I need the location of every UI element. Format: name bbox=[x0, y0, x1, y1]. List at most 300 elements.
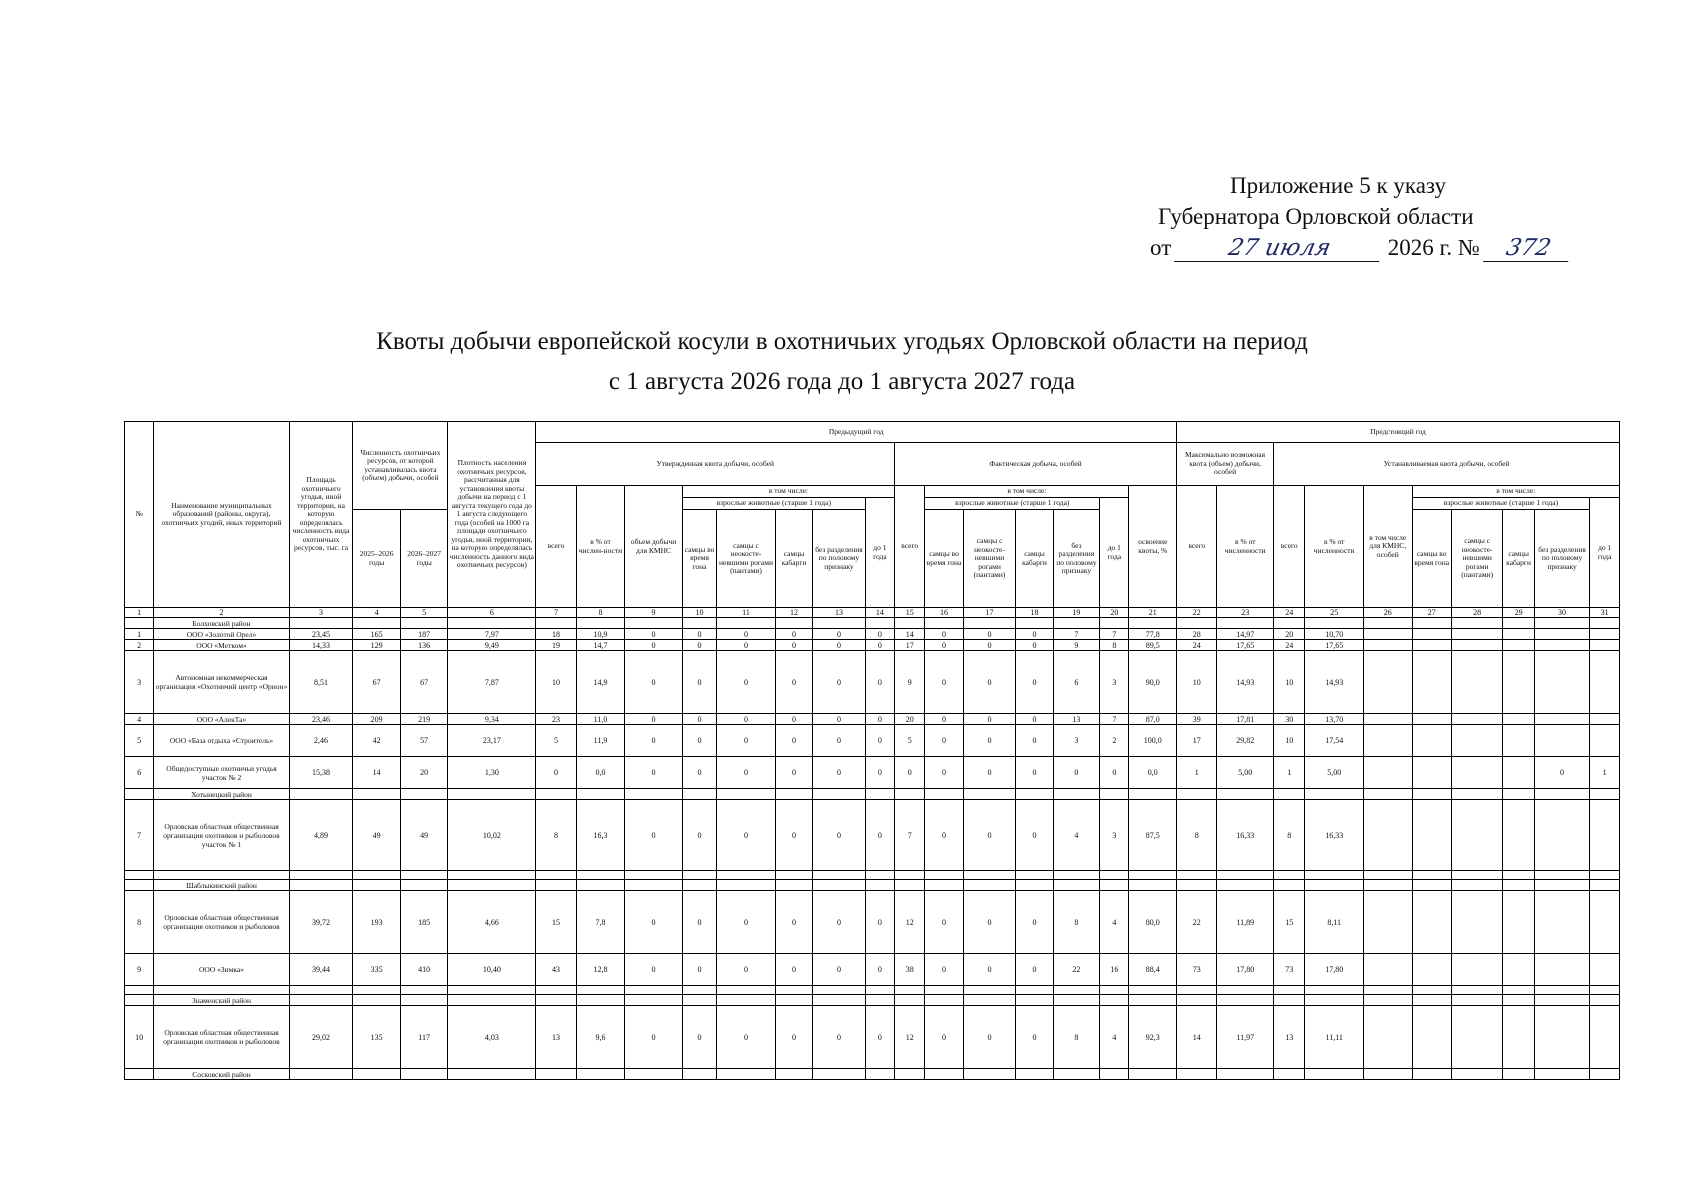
empty-cell bbox=[1412, 789, 1451, 800]
table-cell bbox=[1451, 725, 1503, 757]
header-set-males-antlers: самцы с неокосте-невшими рогами (пантами) bbox=[1451, 510, 1503, 608]
empty-cell bbox=[925, 880, 963, 891]
empty-cell bbox=[576, 995, 625, 1006]
table-cell: 0 bbox=[1016, 651, 1053, 714]
header-max-pct: в % от численности bbox=[1217, 486, 1274, 608]
empty-cell bbox=[1016, 871, 1053, 880]
header-actual-under-1: до 1 года bbox=[1100, 498, 1129, 608]
table-cell: 39 bbox=[1177, 714, 1217, 725]
empty-cell bbox=[448, 986, 536, 995]
empty-cell bbox=[1217, 789, 1274, 800]
empty-cell bbox=[625, 986, 683, 995]
empty-cell bbox=[717, 880, 776, 891]
empty-cell bbox=[289, 995, 353, 1006]
table-cell: 17,54 bbox=[1305, 725, 1364, 757]
empty-cell bbox=[1217, 880, 1274, 891]
column-number: 27 bbox=[1412, 608, 1451, 618]
table-cell: 0 bbox=[963, 714, 1016, 725]
row-number: 4 bbox=[125, 714, 154, 725]
table-cell: 0 bbox=[813, 725, 866, 757]
title-line-1: Квоты добычи европейской косули в охотничьих угодьях Орловской области на период bbox=[376, 328, 1308, 355]
table-cell: 87,0 bbox=[1129, 714, 1177, 725]
handwritten-number: 372 bbox=[1483, 235, 1574, 262]
table-row bbox=[125, 640, 1620, 651]
empty-cell bbox=[963, 1069, 1016, 1080]
table-cell bbox=[1451, 800, 1503, 871]
empty-cell bbox=[963, 618, 1016, 629]
table-cell: 23,17 bbox=[448, 725, 536, 757]
column-number: 5 bbox=[400, 608, 448, 618]
separator-row bbox=[125, 871, 1620, 880]
empty-cell bbox=[682, 880, 716, 891]
header-density: Плотность населения охотничьих ресурсов, рассчитанная для установления квоты добычи на период с 1 августа текущего года до 1 августа следующего года (особей на 1000 га площади охотничьего угодья, иной территории, на которую определялась численность данного вида охотничьих ресурсов) bbox=[448, 422, 536, 608]
empty-cell bbox=[1305, 995, 1364, 1006]
empty-cell bbox=[1053, 1069, 1099, 1080]
table-cell bbox=[1534, 725, 1590, 757]
empty-cell bbox=[925, 995, 963, 1006]
hunting-ground-name: Автономная некоммерческая организация «Охотничий центр «Орион» bbox=[154, 651, 289, 714]
table-cell: 0 bbox=[925, 725, 963, 757]
table-cell: 20 bbox=[1274, 629, 1305, 640]
table-cell bbox=[1412, 1006, 1451, 1069]
table-cell bbox=[1412, 629, 1451, 640]
empty-cell bbox=[1305, 871, 1364, 880]
table-cell: 4,66 bbox=[448, 891, 536, 954]
table-cell: 22 bbox=[1177, 891, 1217, 954]
empty-cell bbox=[1451, 986, 1503, 995]
empty-cell bbox=[1503, 995, 1534, 1006]
table-cell bbox=[1534, 629, 1590, 640]
empty-cell bbox=[1053, 995, 1099, 1006]
table-cell: 1 bbox=[1177, 757, 1217, 789]
district-no-cell bbox=[125, 880, 154, 891]
empty-cell bbox=[625, 1069, 683, 1080]
table-cell: 17,65 bbox=[1217, 640, 1274, 651]
table-cell: 0,0 bbox=[576, 757, 625, 789]
quota-table bbox=[124, 421, 1620, 1080]
handwritten-date: 27 июля bbox=[1174, 235, 1385, 262]
table-cell bbox=[1503, 725, 1534, 757]
table-cell: 92,3 bbox=[1129, 1006, 1177, 1069]
table-cell: 129 bbox=[353, 640, 401, 651]
table-cell: 0 bbox=[775, 640, 812, 651]
table-cell: 0 bbox=[775, 725, 812, 757]
header-approved-musk: самцы кабарги bbox=[775, 510, 812, 608]
table-cell: 0 bbox=[813, 651, 866, 714]
empty-cell bbox=[448, 871, 536, 880]
header-set-males-rut: самцы во время гона bbox=[1412, 510, 1451, 608]
table-cell: 7,97 bbox=[448, 629, 536, 640]
district-name: Знаменский район bbox=[154, 995, 289, 1006]
appendix-block bbox=[1150, 170, 1670, 263]
header-approved-pct: в % от числен-ности bbox=[576, 486, 625, 608]
empty-cell bbox=[1053, 618, 1099, 629]
table-cell: 16,33 bbox=[1305, 800, 1364, 871]
table-cell bbox=[1503, 714, 1534, 725]
table-cell: 14,7 bbox=[576, 640, 625, 651]
empty-cell bbox=[125, 871, 154, 880]
empty-cell bbox=[536, 995, 576, 1006]
empty-cell bbox=[625, 789, 683, 800]
empty-cell bbox=[963, 789, 1016, 800]
district-row bbox=[125, 995, 1620, 1006]
table-cell: 0 bbox=[625, 1006, 683, 1069]
empty-cell bbox=[1412, 995, 1451, 1006]
header-approved-under-1: до 1 года bbox=[865, 498, 894, 608]
table-cell: 0 bbox=[625, 954, 683, 986]
empty-cell bbox=[1534, 986, 1590, 995]
table-cell: 20 bbox=[895, 714, 925, 725]
empty-cell bbox=[865, 789, 894, 800]
table-row bbox=[125, 1006, 1620, 1069]
table-cell bbox=[1412, 714, 1451, 725]
table-cell: 7,87 bbox=[448, 651, 536, 714]
table-cell: 0 bbox=[717, 757, 776, 789]
table-cell: 14,93 bbox=[1217, 651, 1274, 714]
column-number: 18 bbox=[1016, 608, 1053, 618]
row-number: 5 bbox=[125, 725, 154, 757]
column-number: 25 bbox=[1305, 608, 1364, 618]
table-cell bbox=[1451, 640, 1503, 651]
header-approved-quota: Утвержденная квота добычи, особей bbox=[536, 443, 895, 486]
header-approved-total: всего bbox=[536, 486, 576, 608]
table-cell: 2,46 bbox=[289, 725, 353, 757]
empty-cell bbox=[682, 871, 716, 880]
empty-cell bbox=[865, 986, 894, 995]
empty-cell bbox=[1590, 986, 1620, 995]
empty-cell bbox=[1590, 871, 1620, 880]
empty-cell bbox=[1503, 871, 1534, 880]
empty-cell bbox=[1364, 995, 1413, 1006]
district-row bbox=[125, 1069, 1620, 1080]
empty-cell bbox=[813, 871, 866, 880]
table-cell bbox=[1364, 891, 1413, 954]
table-cell: 22 bbox=[1053, 954, 1099, 986]
table-cell: 0 bbox=[1016, 954, 1053, 986]
district-row bbox=[125, 789, 1620, 800]
empty-cell bbox=[1129, 1069, 1177, 1080]
empty-cell bbox=[775, 880, 812, 891]
empty-cell bbox=[963, 871, 1016, 880]
table-cell: 0 bbox=[775, 800, 812, 871]
empty-cell bbox=[1177, 1069, 1217, 1080]
table-cell: 3 bbox=[1100, 651, 1129, 714]
table-cell bbox=[1590, 1006, 1620, 1069]
empty-cell bbox=[1016, 618, 1053, 629]
header-actual-total: всего bbox=[895, 486, 925, 608]
table-cell bbox=[1503, 640, 1534, 651]
empty-cell bbox=[1364, 789, 1413, 800]
header-count-2025: 2025–2026 годы bbox=[353, 510, 401, 608]
empty-cell bbox=[400, 995, 448, 1006]
table-cell bbox=[1451, 891, 1503, 954]
quota-body bbox=[125, 608, 1620, 1080]
empty-cell bbox=[400, 1069, 448, 1080]
table-cell bbox=[1364, 640, 1413, 651]
appendix-line-3 bbox=[1150, 232, 1670, 263]
table-cell: 0 bbox=[813, 891, 866, 954]
table-cell: 0 bbox=[1053, 757, 1099, 789]
table-cell: 0 bbox=[625, 651, 683, 714]
table-cell: 9 bbox=[1053, 640, 1099, 651]
table-cell: 8 bbox=[1053, 1006, 1099, 1069]
table-cell: 0 bbox=[1016, 1006, 1053, 1069]
table-cell: 0 bbox=[717, 640, 776, 651]
empty-cell bbox=[154, 871, 289, 880]
empty-cell bbox=[1100, 789, 1129, 800]
empty-cell bbox=[353, 986, 401, 995]
empty-cell bbox=[775, 789, 812, 800]
table-cell: 0 bbox=[925, 629, 963, 640]
table-cell bbox=[1412, 725, 1451, 757]
column-number: 23 bbox=[1217, 608, 1274, 618]
table-cell: 1 bbox=[1274, 757, 1305, 789]
empty-cell bbox=[717, 871, 776, 880]
table-cell: 0 bbox=[963, 651, 1016, 714]
header-actual-males-rut: самцы во время гона bbox=[925, 510, 963, 608]
empty-cell bbox=[1590, 1069, 1620, 1080]
table-cell: 14,97 bbox=[1217, 629, 1274, 640]
empty-cell bbox=[1129, 789, 1177, 800]
empty-cell bbox=[813, 618, 866, 629]
empty-cell bbox=[536, 871, 576, 880]
table-cell: 12 bbox=[895, 1006, 925, 1069]
column-number-row bbox=[125, 608, 1620, 618]
column-number: 28 bbox=[1451, 608, 1503, 618]
table-cell: 4,89 bbox=[289, 800, 353, 871]
table-cell: 11,0 bbox=[576, 714, 625, 725]
row-number: 3 bbox=[125, 651, 154, 714]
empty-cell bbox=[1129, 986, 1177, 995]
table-cell: 0 bbox=[963, 800, 1016, 871]
table-cell bbox=[1503, 891, 1534, 954]
empty-cell bbox=[536, 986, 576, 995]
table-cell: 0 bbox=[682, 800, 716, 871]
empty-cell bbox=[925, 1069, 963, 1080]
empty-cell bbox=[1534, 871, 1590, 880]
table-cell: 0 bbox=[895, 757, 925, 789]
table-cell: 80,0 bbox=[1129, 891, 1177, 954]
table-cell: 0 bbox=[865, 725, 894, 757]
empty-cell bbox=[448, 1069, 536, 1080]
header-count-2026: 2026–2027 годы bbox=[400, 510, 448, 608]
table-cell: 0 bbox=[717, 629, 776, 640]
empty-cell bbox=[625, 871, 683, 880]
empty-cell bbox=[682, 995, 716, 1006]
table-cell: 187 bbox=[400, 629, 448, 640]
table-cell bbox=[1590, 891, 1620, 954]
empty-cell bbox=[536, 789, 576, 800]
table-cell bbox=[1412, 891, 1451, 954]
table-cell: 136 bbox=[400, 640, 448, 651]
header-approved-adults: взрослые животные (старше 1 года) bbox=[682, 498, 865, 510]
empty-cell bbox=[289, 1069, 353, 1080]
table-cell: 7 bbox=[1100, 629, 1129, 640]
empty-cell bbox=[865, 618, 894, 629]
table-cell: 67 bbox=[353, 651, 401, 714]
table-cell: 4,03 bbox=[448, 1006, 536, 1069]
title-line-2: с 1 августа 2026 года до 1 августа 2027 года bbox=[608, 368, 1076, 395]
hunting-ground-name: Орловская областная общественная организация охотников и рыболовов bbox=[154, 1006, 289, 1069]
table-cell bbox=[1590, 725, 1620, 757]
table-cell: 0 bbox=[925, 757, 963, 789]
empty-cell bbox=[1177, 789, 1217, 800]
empty-cell bbox=[1129, 618, 1177, 629]
table-cell: 0 bbox=[775, 757, 812, 789]
appendix-year: 2026 г. № bbox=[1387, 235, 1480, 260]
empty-cell bbox=[813, 986, 866, 995]
empty-cell bbox=[775, 1069, 812, 1080]
table-cell: 0 bbox=[682, 757, 716, 789]
empty-cell bbox=[717, 789, 776, 800]
district-no-cell bbox=[125, 789, 154, 800]
appendix-line-2: Губернатора Орловской области bbox=[1158, 204, 1474, 229]
table-cell bbox=[1590, 954, 1620, 986]
hunting-ground-name: Орловская областная общественная организация охотников и рыболовов участок № 1 bbox=[154, 800, 289, 871]
header-name: Наименование муниципальных образований (районы, округа), охотничьих угодий, иных территорий bbox=[154, 422, 289, 608]
table-cell: 0 bbox=[682, 891, 716, 954]
table-cell bbox=[1534, 1006, 1590, 1069]
table-cell: 0 bbox=[682, 640, 716, 651]
empty-cell bbox=[895, 871, 925, 880]
column-number: 17 bbox=[963, 608, 1016, 618]
table-cell bbox=[1590, 651, 1620, 714]
empty-cell bbox=[1451, 789, 1503, 800]
table-cell: 17,65 bbox=[1305, 640, 1364, 651]
empty-cell bbox=[353, 1069, 401, 1080]
table-cell: 0 bbox=[1016, 640, 1053, 651]
table-cell: 7 bbox=[1053, 629, 1099, 640]
table-cell: 0 bbox=[625, 640, 683, 651]
table-cell bbox=[1412, 640, 1451, 651]
header-set-total: всего bbox=[1274, 486, 1305, 608]
table-cell: 0 bbox=[682, 714, 716, 725]
table-cell bbox=[1364, 714, 1413, 725]
empty-cell bbox=[775, 995, 812, 1006]
table-cell: 117 bbox=[400, 1006, 448, 1069]
header-next-year: Предстоящий год bbox=[1177, 422, 1620, 443]
table-cell: 49 bbox=[400, 800, 448, 871]
empty-cell bbox=[1100, 871, 1129, 880]
empty-cell bbox=[289, 871, 353, 880]
column-number: 19 bbox=[1053, 608, 1099, 618]
table-cell: 0 bbox=[625, 757, 683, 789]
table-cell: 5 bbox=[536, 725, 576, 757]
table-cell bbox=[1451, 714, 1503, 725]
table-cell: 0 bbox=[1016, 725, 1053, 757]
table-cell: 0 bbox=[1016, 757, 1053, 789]
empty-cell bbox=[448, 995, 536, 1006]
table-cell: 11,11 bbox=[1305, 1006, 1364, 1069]
empty-cell bbox=[895, 986, 925, 995]
table-cell: 0 bbox=[682, 1006, 716, 1069]
table-cell: 10,40 bbox=[448, 954, 536, 986]
table-cell: 0 bbox=[1100, 757, 1129, 789]
table-cell bbox=[1451, 954, 1503, 986]
table-cell: 17 bbox=[895, 640, 925, 651]
empty-cell bbox=[1305, 1069, 1364, 1080]
empty-cell bbox=[1364, 618, 1413, 629]
table-cell: 0 bbox=[717, 725, 776, 757]
row-number: 9 bbox=[125, 954, 154, 986]
header-actual-harvest: Фактическая добыча, особей bbox=[895, 443, 1177, 486]
empty-cell bbox=[1305, 880, 1364, 891]
empty-cell bbox=[925, 789, 963, 800]
hunting-ground-name: Орловская областная общественная организация охотников и рыболовов bbox=[154, 891, 289, 954]
table-cell bbox=[1412, 954, 1451, 986]
table-cell: 0 bbox=[775, 954, 812, 986]
table-cell: 8 bbox=[1274, 800, 1305, 871]
column-number: 31 bbox=[1590, 608, 1620, 618]
empty-cell bbox=[1100, 880, 1129, 891]
table-cell bbox=[1412, 800, 1451, 871]
table-cell bbox=[1503, 954, 1534, 986]
table-cell: 5,00 bbox=[1217, 757, 1274, 789]
empty-cell bbox=[1177, 880, 1217, 891]
table-cell: 0 bbox=[865, 640, 894, 651]
table-cell bbox=[1364, 757, 1413, 789]
header-set-no-sex: без разделения по половому признаку bbox=[1534, 510, 1590, 608]
empty-cell bbox=[1177, 986, 1217, 995]
empty-cell bbox=[1016, 880, 1053, 891]
empty-cell bbox=[400, 986, 448, 995]
empty-cell bbox=[1274, 789, 1305, 800]
table-cell: 5,00 bbox=[1305, 757, 1364, 789]
table-cell: 28 bbox=[1177, 629, 1217, 640]
table-cell: 10 bbox=[1177, 651, 1217, 714]
table-cell: 0 bbox=[682, 629, 716, 640]
column-number: 24 bbox=[1274, 608, 1305, 618]
column-number: 6 bbox=[448, 608, 536, 618]
table-cell: 17,80 bbox=[1305, 954, 1364, 986]
table-cell: 0 bbox=[775, 1006, 812, 1069]
table-cell: 0 bbox=[717, 651, 776, 714]
table-cell: 77,8 bbox=[1129, 629, 1177, 640]
table-cell: 410 bbox=[400, 954, 448, 986]
hunting-ground-name: Общедоступные охотничьи угодья участок № 2 bbox=[154, 757, 289, 789]
empty-cell bbox=[536, 618, 576, 629]
table-cell bbox=[1412, 757, 1451, 789]
table-cell: 8 bbox=[1177, 800, 1217, 871]
table-cell bbox=[1534, 891, 1590, 954]
header-actual-including: в том числе: bbox=[925, 486, 1129, 498]
empty-cell bbox=[1364, 986, 1413, 995]
header-actual-males-antlers: самцы с неокосте-невшими рогами (пантами) bbox=[963, 510, 1016, 608]
header-set-quota: Устанавливаемая квота добычи, особей bbox=[1274, 443, 1620, 486]
row-number: 2 bbox=[125, 640, 154, 651]
row-number: 8 bbox=[125, 891, 154, 954]
header-actual-no-sex: без разделения по половому признаку bbox=[1053, 510, 1099, 608]
empty-cell bbox=[925, 986, 963, 995]
empty-cell bbox=[1451, 880, 1503, 891]
empty-cell bbox=[1305, 986, 1364, 995]
table-cell: 4 bbox=[1053, 800, 1099, 871]
row-number: 6 bbox=[125, 757, 154, 789]
table-cell: 209 bbox=[353, 714, 401, 725]
table-cell: 219 bbox=[400, 714, 448, 725]
table-cell: 0 bbox=[775, 629, 812, 640]
empty-cell bbox=[1503, 986, 1534, 995]
empty-cell bbox=[813, 789, 866, 800]
table-cell: 38 bbox=[895, 954, 925, 986]
appendix-line-1: Приложение 5 к указу bbox=[1230, 173, 1447, 198]
empty-cell bbox=[865, 1069, 894, 1080]
table-cell: 0 bbox=[813, 800, 866, 871]
table-cell: 0 bbox=[625, 725, 683, 757]
appendix-prefix: от bbox=[1150, 235, 1172, 260]
empty-cell bbox=[1274, 986, 1305, 995]
table-cell: 0 bbox=[1016, 714, 1053, 725]
